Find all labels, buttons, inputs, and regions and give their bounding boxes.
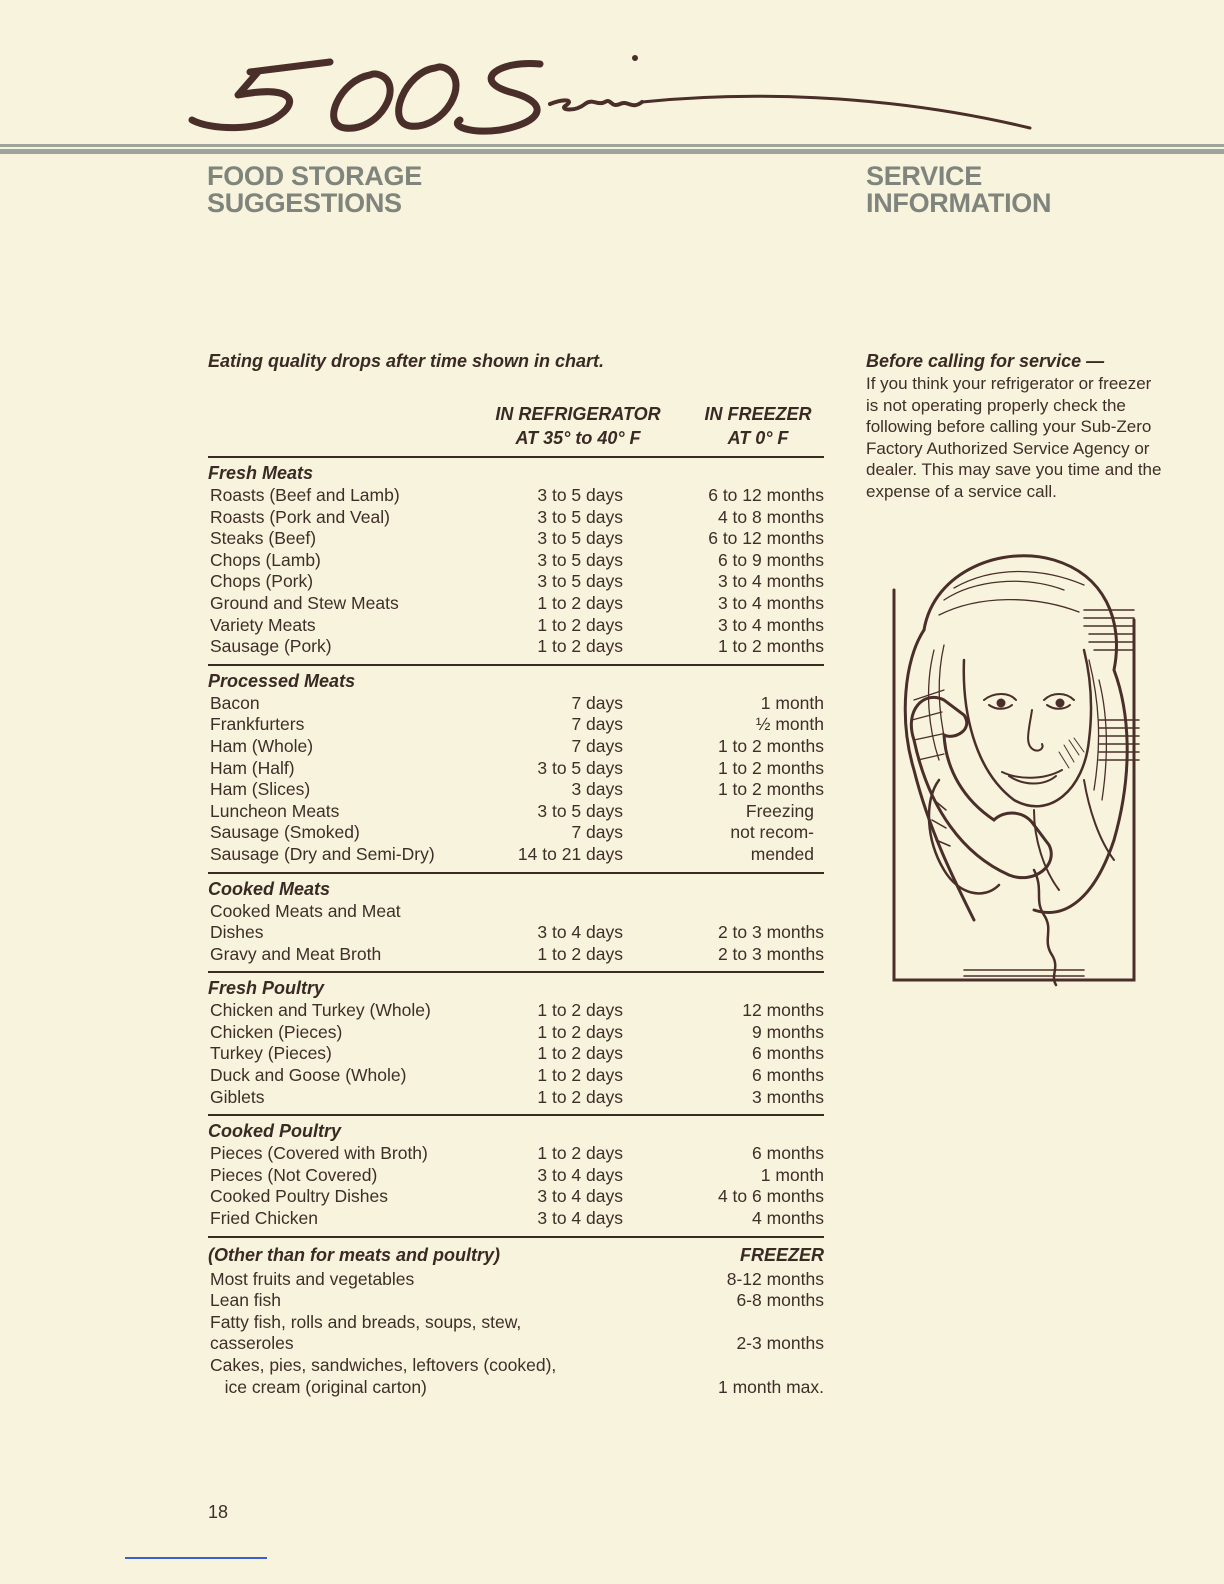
other-foods-rows bbox=[208, 1269, 824, 1399]
table-row bbox=[208, 1022, 824, 1044]
refrigerator-time-cell: 1 to 2 days bbox=[537, 1143, 623, 1164]
refrigerator-time-cell: 7 days bbox=[571, 714, 623, 735]
table-row bbox=[208, 1333, 824, 1355]
food-item-cell: Sausage (Smoked) bbox=[210, 822, 360, 843]
freezer-time-cell: 1 to 2 months bbox=[717, 779, 824, 800]
table-row bbox=[208, 636, 824, 658]
food-item-cell: Lean fish bbox=[210, 1290, 282, 1311]
table-row bbox=[208, 779, 824, 801]
freezer-time-cell: 6 to 12 months bbox=[708, 485, 824, 505]
refrigerator-time-cell: 3 to 5 days bbox=[537, 800, 623, 821]
refrigerator-time-cell: 3 to 4 days bbox=[537, 922, 623, 943]
freezer-time-cell: 4 months bbox=[752, 1208, 824, 1229]
refrigerator-time-cell: 3 to 5 days bbox=[537, 757, 623, 778]
freezer-time-cell: 12 months bbox=[742, 1000, 824, 1021]
freezer-time-cell: 1 to 2 months bbox=[717, 636, 824, 657]
refrigerator-time-cell: 1 to 2 days bbox=[537, 1000, 623, 1021]
refrigerator-time-cell: 7 days bbox=[571, 735, 623, 756]
food-item-cell: Steaks (Beef) bbox=[210, 528, 317, 549]
other-foods-header bbox=[208, 1241, 824, 1269]
food-item-cell: Turkey (Pieces) bbox=[210, 1043, 332, 1064]
freezer-time-cell: 6 months bbox=[752, 1143, 824, 1164]
food-item-cell: Gravy and Meat Broth bbox=[210, 943, 382, 964]
food-item-cell: Pieces (Covered with Broth) bbox=[210, 1143, 428, 1164]
table-sections bbox=[208, 458, 824, 1238]
refrigerator-time-cell: 1 to 2 days bbox=[537, 1086, 623, 1107]
food-storage-title: FOOD STORAGE SUGGESTIONS bbox=[207, 161, 422, 218]
food-item-cell: Cakes, pies, sandwiches, leftovers (cooked), bbox=[210, 1355, 557, 1375]
freezer-time-cell: 3 to 4 months bbox=[717, 571, 824, 592]
refrigerator-time-cell: 3 to 4 days bbox=[537, 1164, 623, 1185]
food-item-cell: Ham (Whole) bbox=[210, 735, 314, 756]
table-section bbox=[208, 874, 824, 974]
section-heading: Fresh Poultry bbox=[208, 978, 325, 999]
food-item-cell: Ham (Slices) bbox=[210, 779, 311, 800]
table-row bbox=[208, 693, 824, 715]
freezer-time-cell: 3 to 4 months bbox=[717, 614, 824, 635]
refrigerator-time-cell: 1 to 2 days bbox=[537, 1065, 623, 1086]
freezer-time-cell: 6-8 months bbox=[736, 1290, 824, 1311]
table-row bbox=[208, 1165, 824, 1187]
service-body: If you think your refrigerator or freezer is not operating properly check the following before calling your Sub-Zero Factory Authorized Service Agency or dealer. This may save you time and the expense of a service call. bbox=[866, 374, 1162, 501]
table-row bbox=[208, 1208, 824, 1230]
blue-scan-mark bbox=[125, 1557, 267, 1559]
food-item-cell: Cooked Poultry Dishes bbox=[210, 1186, 388, 1207]
table-row bbox=[208, 1087, 824, 1109]
refrigerator-time-cell: 1 to 2 days bbox=[537, 1043, 623, 1064]
food-item-cell: ice cream (original carton) bbox=[210, 1376, 427, 1397]
refrigerator-time-cell: 3 to 5 days bbox=[537, 485, 623, 505]
table-row bbox=[208, 550, 824, 572]
table-row bbox=[208, 1043, 824, 1065]
section-heading: Cooked Meats bbox=[208, 878, 331, 899]
refrigerator-time-cell: 3 to 4 days bbox=[537, 1186, 623, 1207]
refrigerator-time-cell: 7 days bbox=[571, 822, 623, 843]
table-section bbox=[208, 973, 824, 1116]
table-row bbox=[208, 1065, 824, 1087]
table-row bbox=[208, 736, 824, 758]
table-row bbox=[208, 593, 824, 615]
food-item-cell: Ground and Stew Meats bbox=[210, 592, 399, 613]
refrigerator-time-cell: 1 to 2 days bbox=[537, 592, 623, 613]
food-item-cell: Sausage (Pork) bbox=[210, 636, 332, 657]
table-row bbox=[208, 1377, 824, 1399]
page-number: 18 bbox=[208, 1502, 229, 1522]
food-item-cell: Luncheon Meats bbox=[210, 800, 340, 821]
freezer-time-cell: 6 months bbox=[752, 1043, 824, 1064]
freezer-time-cell: 4 to 8 months bbox=[717, 506, 824, 527]
food-storage-table bbox=[208, 402, 824, 1404]
other-freezer-label: FREEZER bbox=[739, 1244, 824, 1265]
table-row bbox=[208, 571, 824, 593]
freezer-time-cell: 6 to 12 months bbox=[708, 528, 824, 549]
refrigerator-time-cell: 3 to 5 days bbox=[537, 506, 623, 527]
food-item-cell: Chicken and Turkey (Whole) bbox=[210, 1000, 431, 1021]
other-foods-heading: (Other than for meats and poultry) bbox=[208, 1244, 501, 1265]
eating-quality-note: Eating quality drops after time shown in chart. bbox=[208, 351, 605, 371]
table-row bbox=[208, 801, 824, 823]
freezer-time-cell: 1 month bbox=[760, 692, 824, 713]
food-item-cell: Chops (Pork) bbox=[210, 571, 314, 592]
refrigerator-time-cell: 1 to 2 days bbox=[537, 1021, 623, 1042]
freezer-time-cell: 6 to 9 months bbox=[717, 549, 824, 570]
food-item-cell: Ham (Half) bbox=[210, 757, 295, 778]
freezer-time-cell: 9 months bbox=[752, 1021, 824, 1042]
table-row bbox=[208, 1000, 824, 1022]
food-item-cell: Most fruits and vegetables bbox=[210, 1268, 415, 1289]
refrigerator-time-cell: 3 to 4 days bbox=[537, 1208, 623, 1229]
refrigerator-column-header: IN REFRIGERATOR AT 35° to 40° F bbox=[495, 404, 661, 448]
freezer-time-cell: 3 to 4 months bbox=[717, 592, 824, 613]
freezer-time-cell: ½ month bbox=[755, 714, 824, 735]
table-column-headers bbox=[208, 402, 824, 458]
table-row bbox=[208, 1312, 824, 1334]
refrigerator-time-cell: 14 to 21 days bbox=[517, 843, 623, 864]
refrigerator-time-cell: 3 days bbox=[571, 779, 623, 800]
table-row bbox=[208, 485, 824, 507]
table-row bbox=[208, 844, 824, 866]
refrigerator-time-cell: 3 to 5 days bbox=[537, 549, 623, 570]
table-row bbox=[208, 714, 824, 736]
food-item-cell: Cooked Meats and Meat bbox=[210, 900, 401, 921]
food-item-cell: Sausage (Dry and Semi-Dry) bbox=[210, 843, 435, 864]
freezer-time-cell: 4 to 6 months bbox=[717, 1186, 824, 1207]
header-rule bbox=[0, 144, 1224, 154]
food-item-cell: Duck and Goose (Whole) bbox=[210, 1065, 407, 1086]
refrigerator-time-cell: 1 to 2 days bbox=[537, 614, 623, 635]
service-information-title: SERVICE INFORMATION bbox=[866, 161, 1052, 218]
freezer-time-cell: 1 to 2 months bbox=[717, 735, 824, 756]
food-item-cell: Pieces (Not Covered) bbox=[210, 1164, 378, 1185]
table-row bbox=[208, 822, 824, 844]
table-row bbox=[208, 922, 824, 944]
table-section bbox=[208, 666, 824, 874]
food-item-cell: Fried Chicken bbox=[210, 1208, 318, 1229]
refrigerator-time-cell: 3 to 5 days bbox=[537, 571, 623, 592]
refrigerator-time-cell: 7 days bbox=[571, 692, 623, 713]
500-series-logo bbox=[180, 40, 1040, 145]
freezer-time-cell: 1 month max. bbox=[717, 1376, 824, 1397]
freezer-column-header: IN FREEZER AT 0° F bbox=[704, 404, 812, 448]
table-row bbox=[208, 1186, 824, 1208]
food-item-cell: Bacon bbox=[210, 692, 260, 713]
food-item-cell: Frankfurters bbox=[210, 714, 305, 735]
food-item-cell: Dishes bbox=[210, 922, 264, 943]
service-heading: Before calling for service — bbox=[866, 351, 1105, 371]
freezer-time-cell: 8-12 months bbox=[726, 1268, 824, 1289]
freezer-time-cell: 1 month bbox=[760, 1164, 824, 1185]
section-heading: Fresh Meats bbox=[208, 463, 314, 483]
woman-on-phone-illustration bbox=[884, 540, 1156, 990]
other-foods-section bbox=[208, 1238, 824, 1405]
table-row bbox=[208, 758, 824, 780]
food-item-cell: Giblets bbox=[210, 1086, 265, 1107]
section-heading: Processed Meats bbox=[208, 670, 356, 691]
refrigerator-time-cell: 1 to 2 days bbox=[537, 636, 623, 657]
freezer-time-cell: 3 months bbox=[752, 1086, 824, 1107]
freezer-time-cell: mended bbox=[750, 843, 814, 864]
table-section bbox=[208, 1116, 824, 1237]
freezer-time-cell: 1 to 2 months bbox=[717, 757, 824, 778]
food-item-cell: Roasts (Beef and Lamb) bbox=[210, 485, 400, 505]
food-item-cell: Chops (Lamb) bbox=[210, 549, 321, 570]
table-row bbox=[208, 1355, 824, 1377]
refrigerator-time-cell: 3 to 5 days bbox=[537, 528, 623, 549]
food-item-cell: Chicken (Pieces) bbox=[210, 1021, 343, 1042]
table-row bbox=[208, 507, 824, 529]
section-heading: Cooked Poultry bbox=[208, 1121, 342, 1142]
table-row bbox=[208, 901, 824, 923]
table-row bbox=[208, 1290, 824, 1312]
freezer-time-cell: 2 to 3 months bbox=[717, 943, 824, 964]
table-row bbox=[208, 1143, 824, 1165]
table-row bbox=[208, 528, 824, 550]
freezer-time-cell: 2 to 3 months bbox=[717, 922, 824, 943]
freezer-time-cell: not recom- bbox=[730, 822, 814, 843]
refrigerator-time-cell: 1 to 2 days bbox=[537, 943, 623, 964]
freezer-time-cell: Freezing bbox=[745, 800, 814, 821]
food-item-cell: Fatty fish, rolls and breads, soups, stew, bbox=[210, 1311, 522, 1332]
freezer-time-cell: 6 months bbox=[752, 1065, 824, 1086]
table-row bbox=[208, 1269, 824, 1291]
food-item-cell: Roasts (Pork and Veal) bbox=[210, 506, 390, 527]
table-section bbox=[208, 458, 824, 666]
food-item-cell: Variety Meats bbox=[210, 614, 316, 635]
food-item-cell: casseroles bbox=[210, 1333, 294, 1354]
table-row bbox=[208, 615, 824, 637]
table-row bbox=[208, 944, 824, 966]
freezer-time-cell: 2-3 months bbox=[736, 1333, 824, 1354]
